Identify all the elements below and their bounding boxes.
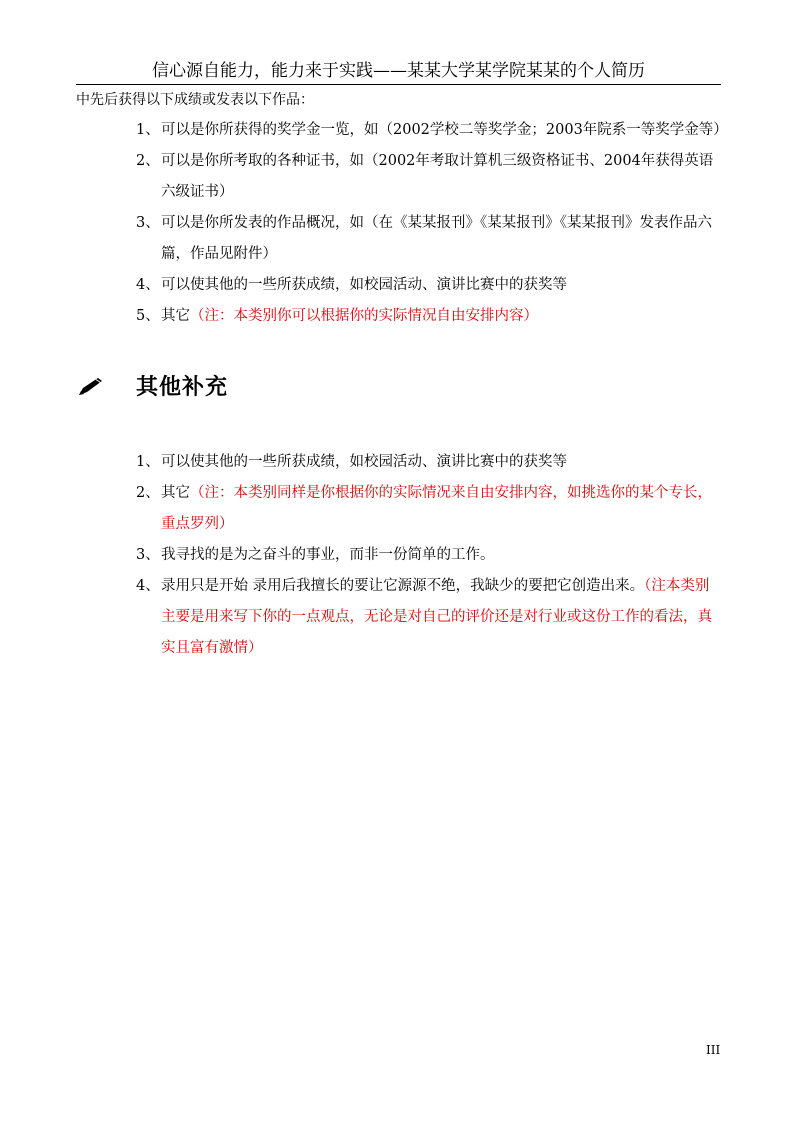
intro-text: 中先后获得以下成绩或发表以下作品：: [76, 92, 314, 108]
item-text: 可以使其他的一些所获成绩，如校园活动、演讲比赛中的获奖等: [161, 277, 567, 293]
page-number: III: [706, 1043, 721, 1057]
item-note: （注：本类别同样是你根据你的实际情况来自由安排内容，如挑选你的某个专长，重点罗列）: [161, 485, 712, 532]
list-item: [136, 478, 721, 540]
item-text: 可以是你所获得的奖学金一览，如（2002学校二等奖学金；2003年院系一等奖学金等）: [161, 122, 728, 138]
item-note: （注：本类别你可以根据你的实际情况自由安排内容）: [190, 308, 538, 324]
pencil-icon: [76, 376, 104, 398]
item-number: 5、: [136, 308, 160, 324]
item-number: 2、: [136, 485, 160, 501]
list-item: [136, 301, 721, 332]
supplements-list: [136, 447, 721, 664]
list-item: [136, 208, 721, 270]
item-text: 其它: [161, 308, 190, 324]
list-item: [136, 115, 728, 146]
item-text: 其它: [161, 485, 190, 501]
item-text: 录用只是开始 录用后我擅长的要让它源源不绝，我缺少的要把它创造出来。: [161, 578, 645, 594]
item-text: 我寻找的是为之奋斗的事业，而非一份简单的工作。: [161, 547, 495, 563]
item-note: （注本类别主要是用来写下你的一点观点，无论是对自己的评价还是对行业或这份工作的看法，真实且富有激情）: [161, 578, 712, 656]
item-number: 3、: [136, 215, 160, 231]
item-number: 4、: [136, 578, 160, 594]
list-item: [136, 571, 721, 664]
list-item: [136, 146, 721, 208]
item-number: 1、: [136, 122, 160, 138]
list-item: [136, 447, 721, 478]
item-text: 可以使其他的一些所获成绩，如校园活动、演讲比赛中的获奖等: [161, 454, 567, 470]
item-text: 可以是你所发表的作品概况，如（在《某某报刊》《某某报刊》《某某报刊》发表作品六篇，作品见附件）: [161, 215, 712, 262]
item-text: 可以是你所考取的各种证书，如（2002年考取计算机三级资格证书、2004年获得英语六级证书）: [161, 153, 714, 200]
list-item: [136, 540, 721, 571]
list-item: [136, 270, 721, 301]
page-header: 信心源自能力，能力来于实践——某某大学某学院某某的个人简历: [76, 58, 721, 85]
achievements-list: [136, 115, 728, 332]
item-number: 2、: [136, 153, 160, 169]
item-number: 3、: [136, 547, 160, 563]
section-title: 其他补充: [136, 374, 229, 400]
item-number: 1、: [136, 454, 160, 470]
item-number: 4、: [136, 277, 160, 293]
